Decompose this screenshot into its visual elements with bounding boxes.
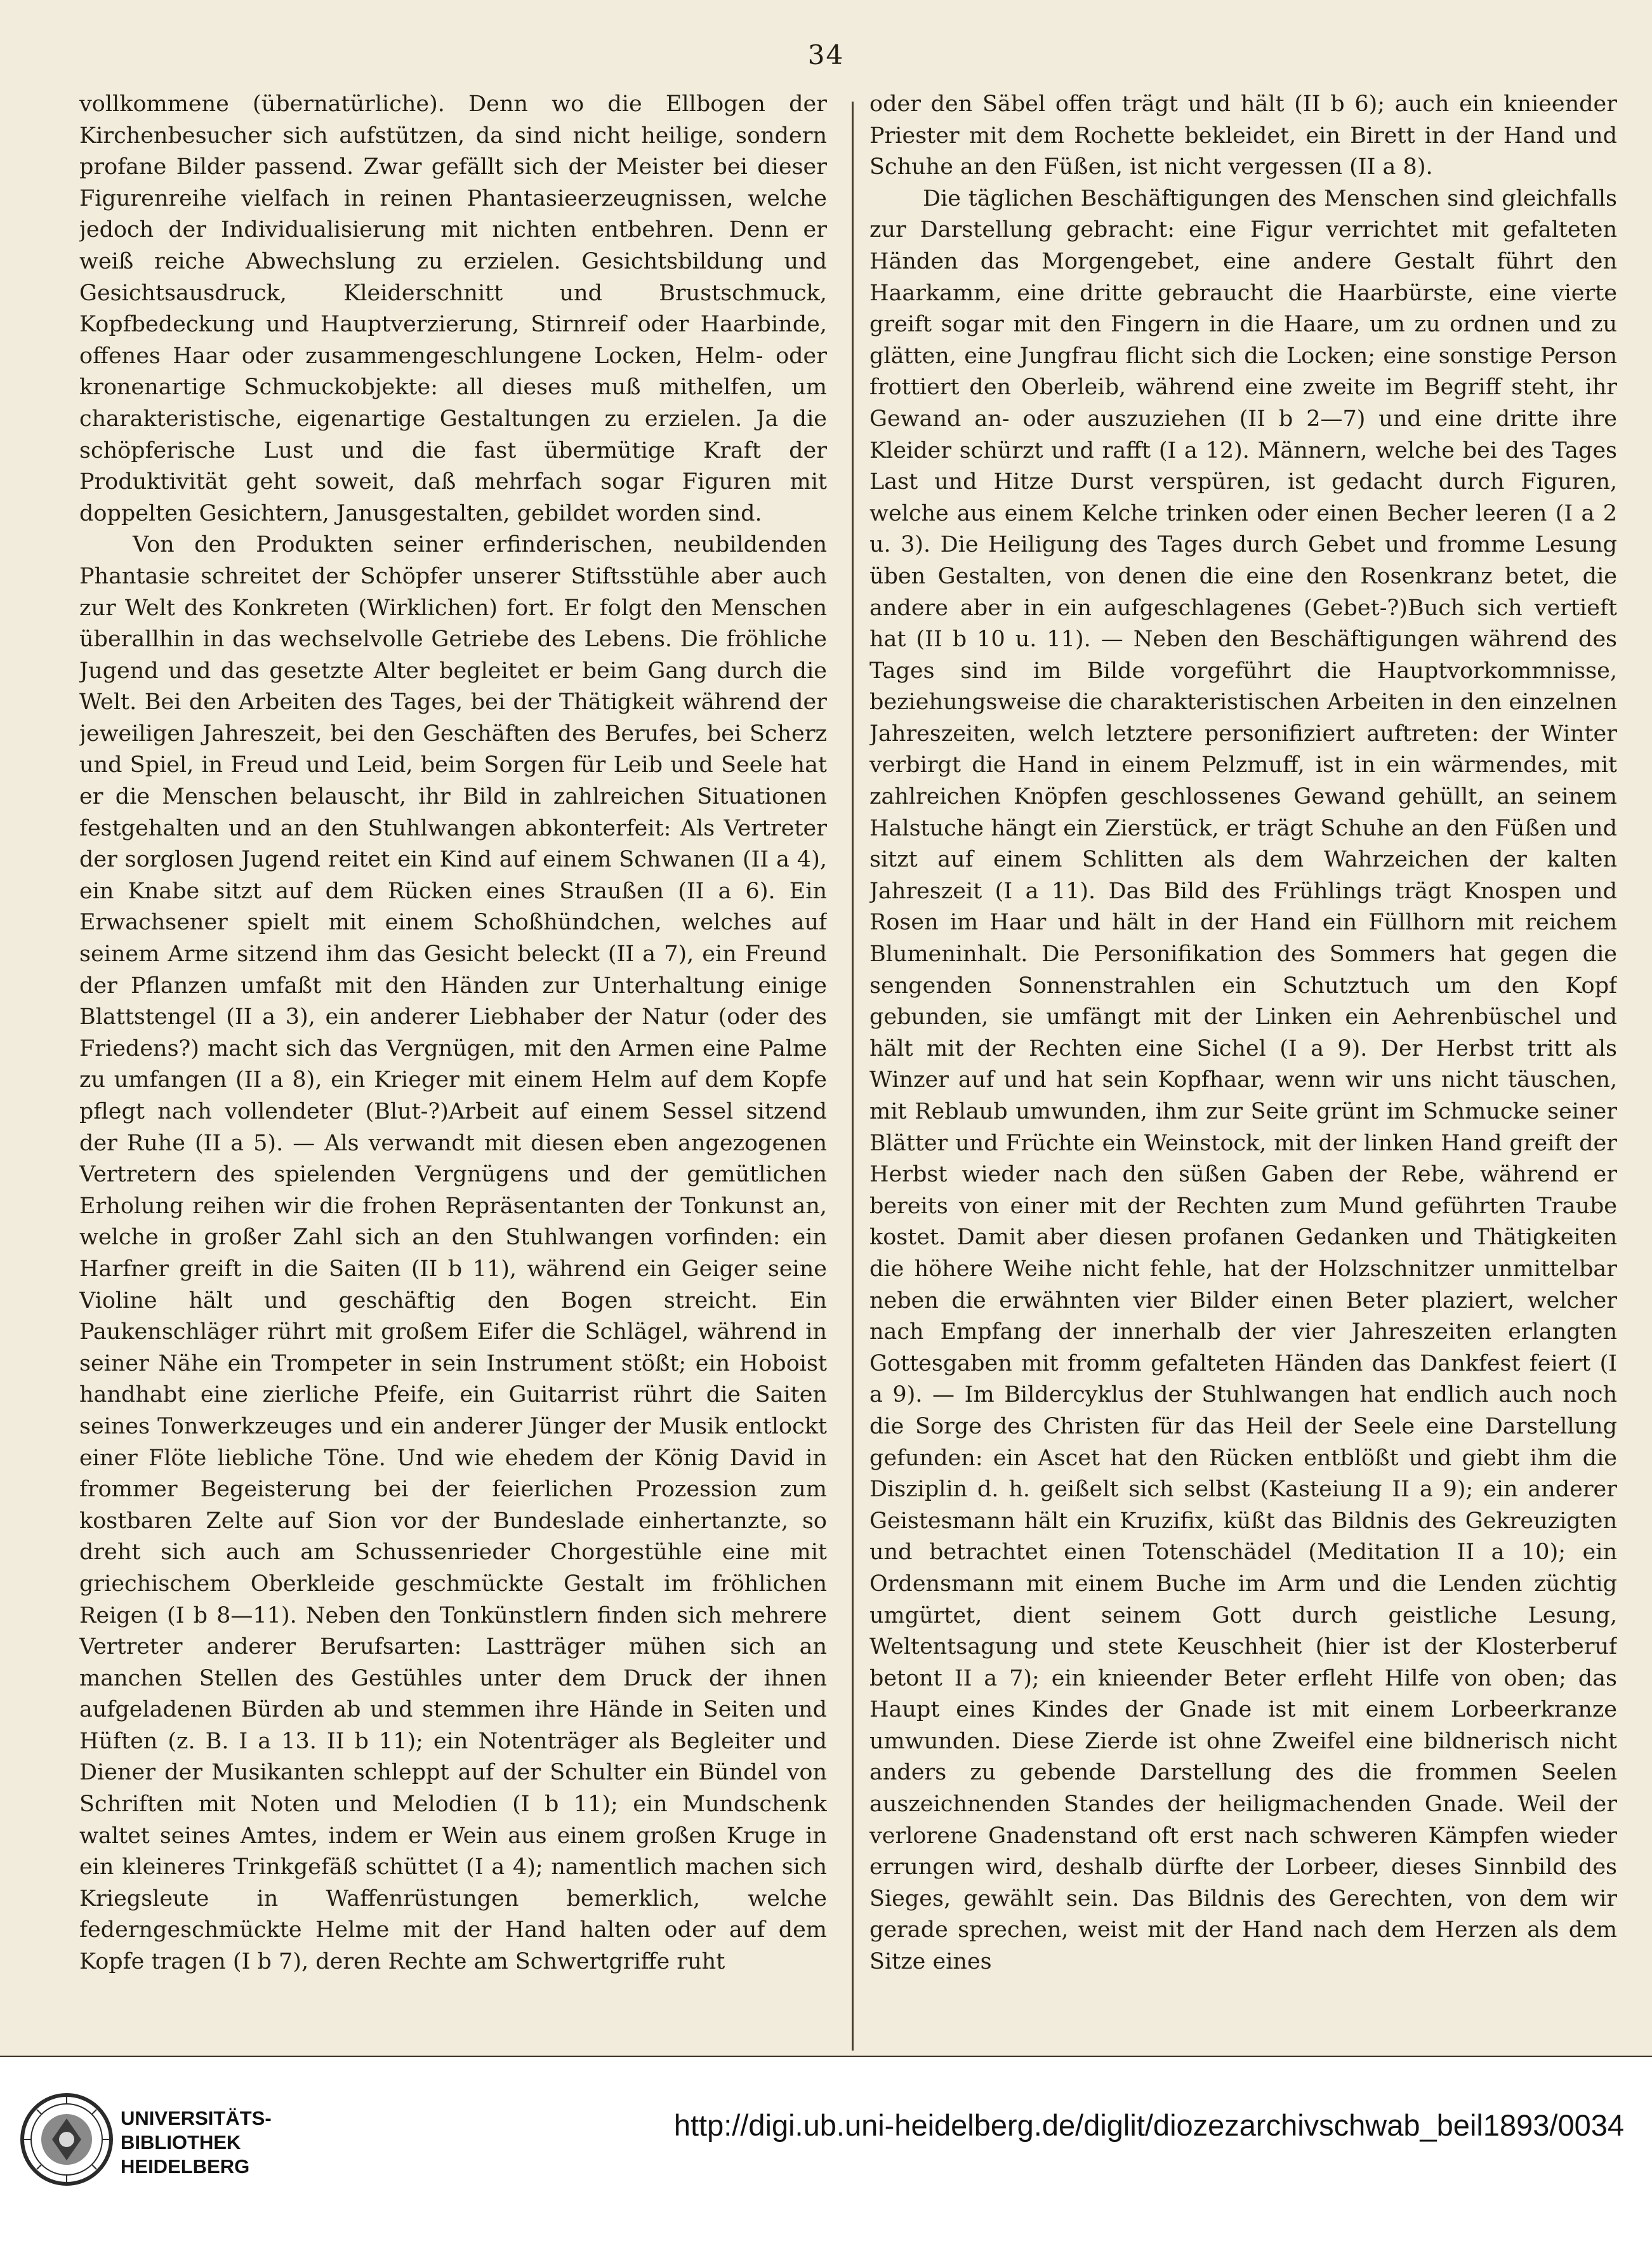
column-divider bbox=[852, 102, 854, 2051]
page-number: 34 bbox=[807, 39, 845, 70]
source-url-link[interactable]: http://digi.ub.uni-heidelberg.de/diglit/diozezarchivschwab_beil1893/0034 bbox=[673, 2108, 1624, 2142]
left-column bbox=[79, 89, 827, 2051]
library-name-line: UNIVERSITÄTS- bbox=[121, 2107, 272, 2129]
paragraph: oder den Säbel offen trägt und hält (II b 6); auch ein knieender Priester mit dem Rochette bekleidet, ein Birett in der Hand und Schuhe an den Füßen, ist nicht vergessen (II a 8). bbox=[869, 91, 1617, 180]
library-name-line: BIBLIOTHEK bbox=[121, 2131, 241, 2153]
paragraph: vollkommene (übernatürliche). Denn wo die Ellbogen der Kirchenbesucher sich aufstützen, da sind nicht heilige, sondern profane Bilder passend. Zwar gefällt sich der Meister bei dieser Figurenreihe vielfach in reinen Phantasieerzeugnissen, welche jedoch der Individualisierung mit nichten entbehren. Denn er weiß reiche Abwechslung zu erzielen. Gesichtsbildung und Gesichtsausdruck, Kleiderschnitt und Brustschmuck, Kopfbedeckung und Hauptverzierung, Stirnreif oder Haarbinde, offenes Haar oder zusammengeschlungene Locken, Helm- oder kronenartige Schmuckobjekte: all dieses muß mithelfen, um charakteristische, eigenartige Gestaltungen zu erzielen. Ja die schöpferische Lust und die fast übermütige Kraft der Produktivität geht soweit, daß mehrfach sogar Figuren mit doppelten Gesichtern, Janusgestalten, gebildet worden sind. bbox=[79, 91, 827, 526]
university-seal-icon bbox=[19, 2092, 114, 2187]
paragraph: Die täglichen Beschäftigungen des Menschen sind gleichfalls zur Darstellung gebracht: eine Figur verrichtet mit gefalteten Händen das Morgengebet, eine andere Gestalt führt den Haarkamm, eine dritte gebraucht die Haarbürste, eine vierte greift sogar mit den Fingern in die Haare, um zu ordnen und zu glätten, eine Jungfrau flicht sich die Locken; eine sonstige Person frottiert den Oberleib, während eine zweite im Begriff steht, ihr Gewand an- oder auszuziehen (II b 2—7) und eine dritte ihre Kleider schürzt und rafft (I a 12). Männern, welche bei des Tages Last und Hitze Durst verspüren, ist gedacht durch Figuren, welche aus einem Kelche trinken oder einen Becher leeren (I a 2 u. 3). Die Heiligung des Tages durch Gebet und fromme Lesung üben Gestalten, von denen die eine den Rosenkranz betet, die andere aber in ein aufgeschlagenes (Gebet-?)Buch sich vertieft hat (II b 10 u. 11). — Neben den Beschäftigungen während des Tages sind im Bilde vorgeführt die Hauptvorkommnisse, beziehungsweise die charakteristischen Arbeiten in den einzelnen Jahreszeiten, welch letztere personifiziert auftreten: der Winter verbirgt die Hand in einem Pelzmuff, ist in ein wärmendes, mit zahlreichen Knöpfen geschlossenes Gewand gehüllt, an seinem Halstuche hängt ein Zierstück, er trägt Schuhe an den Füßen und sitzt auf einem Schlitten als dem Wahrzeichen der kalten Jahreszeit (I a 11). Das Bild des Frühlings trägt Knospen und Rosen im Haar und hält in der Hand ein Füllhorn mit reichem Blumeninhalt. Die Personifikation des Sommers hat gegen die sengenden Sonnenstrahlen ein Schutztuch um den Kopf gebunden, sie umfängt mit der Linken ein Aehrenbüschel und hält mit der Rechten eine Sichel (I a 9). Der Herbst tritt als Winzer auf und hat sein Kopfhaar, wenn wir uns nicht täuschen, mit Reblaub umwunden, ihm zur Seite grünt im Schmucke seiner Blätter und Früchte ein Weinstock, mit der linken Hand greift der Herbst wieder nach den süßen Gaben der Rebe, während er bereits von einer mit der Rechten zum Mund geführten Traube kostet. Damit aber diesen profanen Gedanken und Thätigkeiten die höhere Weihe nicht fehle, hat der Holzschnitzer unmittelbar neben die erwähnten vier Bilder einen Beter plaziert, welcher nach Empfang der innerhalb der vier Jahreszeiten erlangten Gottesgaben mit fromm gefalteten Händen das Dankfest feiert (I a 9). — Im Bildercyklus der Stuhlwangen hat endlich auch noch die Sorge des Christen für das Heil der Seele eine Darstellung gefunden: ein Ascet hat den Rücken entblößt und giebt ihm die Disziplin d. h. geißelt sich selbst (Kasteiung II a 9); ein anderer Geistesmann hält ein Kruzifix, küßt das Bildnis des Gekreuzigten und betrachtet einen Totenschädel (Meditation II a 10); ein Ordensmann mit einem Buche im Arm und die Lenden züchtig umgürtet, dient seinem Gott durch geistliche Lesung, Weltentsagung und stete Keuschheit (hier ist der Klosterberuf betont II a 7); ein knieender Beter erfleht Hilfe von oben; das Haupt eines Kindes der Gnade ist mit einem Lorbeerkranze umwunden. Diese Zierde ist ohne Zweifel eine bildnerisch nicht anders zu gebende Darstellung des die frommen Seelen auszeichnenden Standes der heiligmachenden Gnade. Weil der verlorene Gnadenstand oft erst nach schweren Kämpfen wieder errungen wird, deshalb dürfte der Lorbeer, dieses Sinnbild des Sieges, gewählt sein. Das Bildnis des Gerechten, von dem wir gerade sprechen, weist mit der Hand nach dem Herzen als dem Sitze eines bbox=[869, 185, 1617, 1975]
library-name bbox=[121, 2106, 272, 2179]
right-column bbox=[869, 89, 1617, 2051]
library-name-line: HEIDELBERG bbox=[121, 2155, 250, 2178]
paragraph: Von den Produkten seiner erfinderischen, neubildenden Phantasie schreitet der Schöpfer unserer Stiftsstühle aber auch zur Welt des Konkreten (Wirklichen) fort. Er folgt den Menschen überallhin in das wechselvolle Getriebe des Lebens. Die fröhliche Jugend und das gesetzte Alter begleitet er beim Gang durch die Welt. Bei den Arbeiten des Tages, bei der Thätigkeit während der jeweiligen Jahreszeit, bei den Geschäften des Berufes, bei Scherz und Spiel, in Freud und Leid, beim Sorgen für Leib und Seele hat er die Menschen belauscht, ihr Bild in zahlreichen Situationen festgehalten und an den Stuhlwangen abkonterfeit: Als Vertreter der sorglosen Jugend reitet ein Kind auf einem Schwanen (II a 4), ein Knabe sitzt auf dem Rücken eines Straußen (II a 6). Ein Erwachsener spielt mit einem Schoßhündchen, welches auf seinem Arme sitzend ihm das Gesicht beleckt (II a 7), ein Freund der Pflanzen umfaßt mit den Händen zur Unterhaltung einige Blattstengel (II a 3), ein anderer Liebhaber der Natur (oder des Friedens?) macht sich das Vergnügen, mit den Armen eine Palme zu umfangen (II a 8), ein Krieger mit einem Helm auf dem Kopfe pflegt nach vollendeter (Blut-?)Arbeit auf einem Sessel sitzend der Ruhe (II a 5). — Als verwandt mit diesen eben angezogenen Vertretern des spielenden Vergnügens und der gemütlichen Erholung reihen wir die frohen Repräsentanten der Tonkunst an, welche in großer Zahl sich an den Stuhlwangen vorfinden: ein Harfner greift in die Saiten (II b 11), während ein Geiger seine Violine hält und geschäftig den Bogen streicht. Ein Paukenschläger rührt mit großem Eifer die Schlägel, während in seiner Nähe ein Trompeter in sein Instrument stößt; ein Hoboist handhabt eine zierliche Pfeife, ein Guitarrist rührt die Saiten seines Tonwerkzeuges und ein anderer Jünger der Musik entlockt einer Flöte liebliche Töne. Und wie ehedem der König David in frommer Begeisterung bei der feierlichen Prozession zum kostbaren Zelte auf Sion vor der Bundeslade einhertanzte, so dreht sich auch am Schussenrieder Chorgestühle eine mit griechischem Oberkleide geschmückte Gestalt im fröhlichen Reigen (I b 8—11). Neben den Tonkünstlern finden sich mehrere Vertreter anderer Berufsarten: Lastträger mühen sich an manchen Stellen des Gestühles unter dem Druck der ihnen aufgeladenen Bürden ab und stemmen ihre Hände in Seiten und Hüften (z. B. I a 13. II b 11); ein Notenträger als Begleiter und Diener der Musikanten schleppt auf der Schulter ein Bündel von Schriften mit Noten und Melodien (I b 11); ein Mundschenk waltet seines Amtes, indem er Wein aus einem großen Kruge in ein kleineres Trinkgefäß schüttet (I a 4); namentlich machen sich Kriegsleute in Waffenrüstungen bemerklich, welche federngeschmückte Helme mit der Hand halten oder auf dem Kopfe tragen (I b 7), deren Rechte am Schwertgriffe ruht bbox=[79, 532, 827, 1975]
